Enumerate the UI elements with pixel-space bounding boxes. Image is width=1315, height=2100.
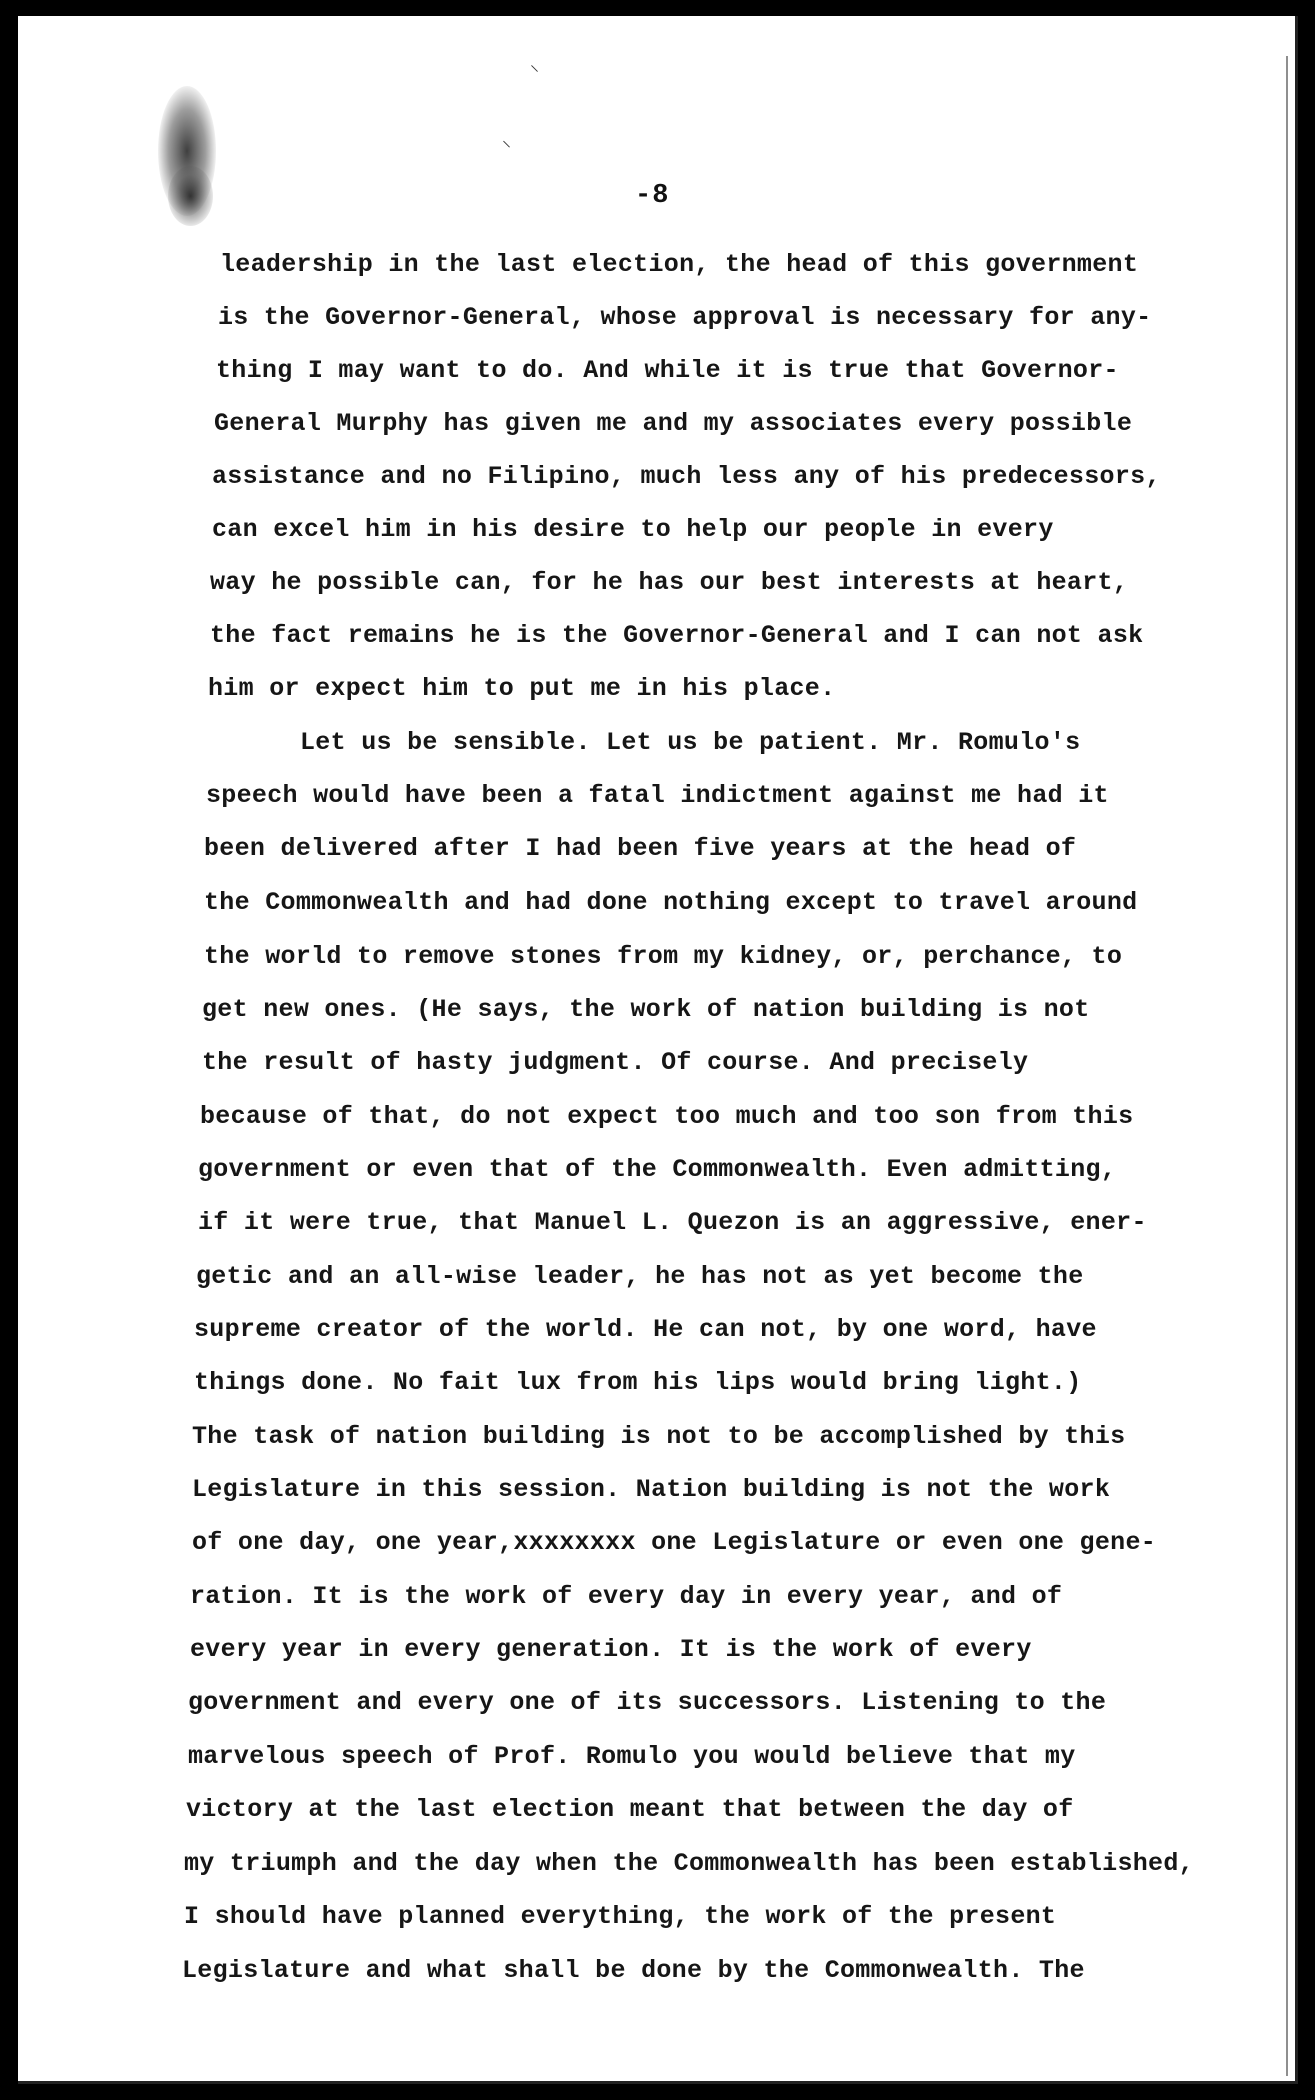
document-page [18, 16, 1298, 2084]
text-line: victory at the last election meant that between the day of [186, 1795, 1074, 1824]
text-line: General Murphy has given me and my associates every possible [214, 409, 1133, 438]
text-line: speech would have been a fatal indictment against me had it [206, 781, 1109, 810]
text-line: I should have planned everything, the work of the present [184, 1902, 1057, 1931]
text-line: the world to remove stones from my kidney, or, perchance, to [204, 942, 1123, 971]
text-line: get new ones. (He says, the work of nation building is not [202, 995, 1090, 1024]
text-line: the Commonwealth and had done nothing except to travel around [204, 888, 1138, 917]
text-line: can excel him in his desire to help our people in every [212, 515, 1054, 544]
text-line: the result of hasty judgment. Of course. And precisely [202, 1048, 1029, 1077]
text-line: been delivered after I had been five years at the head of [204, 834, 1077, 863]
text-line: because of that, do not expect too much and too son from this [200, 1102, 1134, 1131]
typed-body-text [18, 16, 1298, 2084]
text-line: ration. It is the work of every day in every year, and of [190, 1582, 1063, 1611]
text-line: him or expect him to put me in his place. [208, 674, 836, 703]
text-line: getic and an all-wise leader, he has not as yet become the [196, 1262, 1084, 1291]
text-line: supreme creator of the world. He can not, by one word, have [194, 1315, 1097, 1344]
text-line: thing I may want to do. And while it is true that Governor- [216, 356, 1119, 385]
text-line: Legislature in this session. Nation building is not the work [192, 1475, 1111, 1504]
text-line: Legislature and what shall be done by the Commonwealth. The [182, 1956, 1085, 1985]
text-line: every year in every generation. It is the work of every [190, 1635, 1032, 1664]
text-line: leadership in the last election, the head of this government [220, 250, 1139, 279]
text-line: things done. No fait lux from his lips would bring light.) [194, 1368, 1082, 1397]
stray-mark-icon-2: ⸜ [502, 132, 511, 152]
text-line: is the Governor-General, whose approval is necessary for any- [218, 303, 1152, 332]
text-line: marvelous speech of Prof. Romulo you would believe that my [188, 1742, 1076, 1771]
text-line: way he possible can, for he has our best interests at heart, [210, 568, 1129, 597]
page-number: -8 [635, 181, 670, 211]
text-line: if it were true, that Manuel L. Quezon is an aggressive, ener- [198, 1208, 1147, 1237]
text-line: government or even that of the Commonwealth. Even admitting, [198, 1155, 1117, 1184]
stray-mark-icon: ⸌ [530, 64, 539, 84]
text-line: government and every one of its successors. Listening to the [188, 1688, 1107, 1717]
text-line: assistance and no Filipino, much less any of his predecessors, [212, 462, 1161, 491]
text-line: of one day, one year,xxxxxxxx one Legislature or even one gene- [192, 1528, 1157, 1557]
text-line: Let us be sensible. Let us be patient. Mr. Romulo's [300, 728, 1081, 757]
text-line: The task of nation building is not to be accomplished by this [192, 1422, 1126, 1451]
text-line: the fact remains he is the Governor-General and I can not ask [210, 621, 1144, 650]
text-line: my triumph and the day when the Commonwealth has been established, [184, 1849, 1194, 1878]
